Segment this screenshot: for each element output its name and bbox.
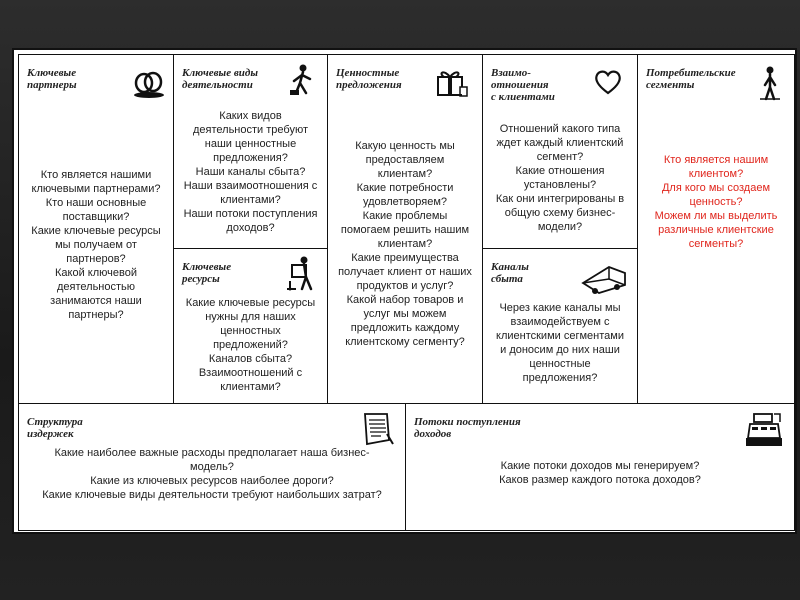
channels-title: Каналы сбыта bbox=[491, 261, 529, 285]
key-activities-title: Ключевые виды деятельности bbox=[182, 67, 258, 91]
revenue-streams-block bbox=[405, 403, 795, 531]
cash-register-icon bbox=[744, 412, 784, 450]
customer-relationships-title: Взаимо- отношения с клиентами bbox=[491, 67, 555, 103]
worker-carrying-icon bbox=[284, 255, 318, 291]
key-resources-block bbox=[173, 248, 328, 404]
revenue-streams-title: Потоки поступления доходов bbox=[414, 416, 521, 440]
revenue-streams-text: Какие потоки доходов мы генерируем? Каков размер каждого потока доходов? bbox=[499, 460, 701, 486]
key-resources-text: Какие ключевые ресурсы нужны для наших ценностных предложений? Каналов сбыта? Взаимоотношений с клиентами? bbox=[185, 297, 316, 393]
business-model-canvas bbox=[12, 48, 797, 534]
customer-relationships-block bbox=[482, 54, 638, 249]
gift-icon bbox=[434, 67, 468, 99]
cost-structure-block bbox=[18, 403, 406, 531]
channels-text: Через какие каналы мы взаимодействуем с клиентскими сегментами и доносим до них наши ценностные предложения? bbox=[496, 302, 624, 384]
cost-structure-text: Какие наиболее важные расходы предполагает наша бизнес- модель? Какие из ключевых ресурсов наиболее дороги? Какие ключевые виды деятельности требуют наибольших затрат? bbox=[42, 447, 382, 501]
value-propositions-title: Ценностные предложения bbox=[336, 67, 402, 91]
value-propositions-text: Какую ценность мы предоставляем клиентам? Какие потребности удовлетворяем? Какие проблемы помогаем решить нашим клиентам? Какие преимущества получает клиент от наших продуктов и услуг? Какой набор товаров и услуг мы можем предложить каждому клиентскому сегменту? bbox=[338, 140, 472, 348]
cost-structure-title: Структура издержек bbox=[27, 416, 83, 440]
customer-segments-text: Кто является нашим клиентом? Для кого мы создаем ценность? Можем ли мы выделить различные клиентские сегменты? bbox=[654, 154, 778, 250]
key-activities-block bbox=[173, 54, 328, 249]
key-partners-title: Ключевые партнеры bbox=[27, 67, 77, 91]
invoice-icon bbox=[359, 412, 395, 446]
key-activities-text: Каких видов деятельности требуют наши ценностные предложения? Наши каналы сбыта? Наши взаимоотношения с клиентами? Наши потоки поступления доходов? bbox=[183, 110, 318, 234]
truck-icon bbox=[581, 263, 631, 295]
customer-relationships-text: Отношений какого типа ждет каждый клиентский сегмент? Какие отношения установлены? Как они интегрированы в общую схему бизнес- модели? bbox=[495, 123, 625, 233]
key-partners-block bbox=[18, 54, 174, 404]
worker-icon bbox=[286, 63, 316, 97]
channels-block bbox=[482, 248, 638, 404]
person-icon bbox=[756, 65, 784, 101]
value-propositions-block bbox=[327, 54, 483, 404]
key-resources-title: Ключевые ресурсы bbox=[182, 261, 232, 285]
heart-icon bbox=[593, 69, 623, 95]
key-partners-text: Кто является нашими ключевыми партнерами? Кто наши основные поставщики? Какие ключевые ресурсы мы получаем от партнеров? Какой ключевой деятельностью занимаются наши партнеры? bbox=[31, 169, 161, 321]
customer-segments-title: Потребительские сегменты bbox=[646, 67, 736, 91]
customer-segments-block bbox=[637, 54, 795, 404]
linked-rings-icon bbox=[131, 69, 167, 99]
